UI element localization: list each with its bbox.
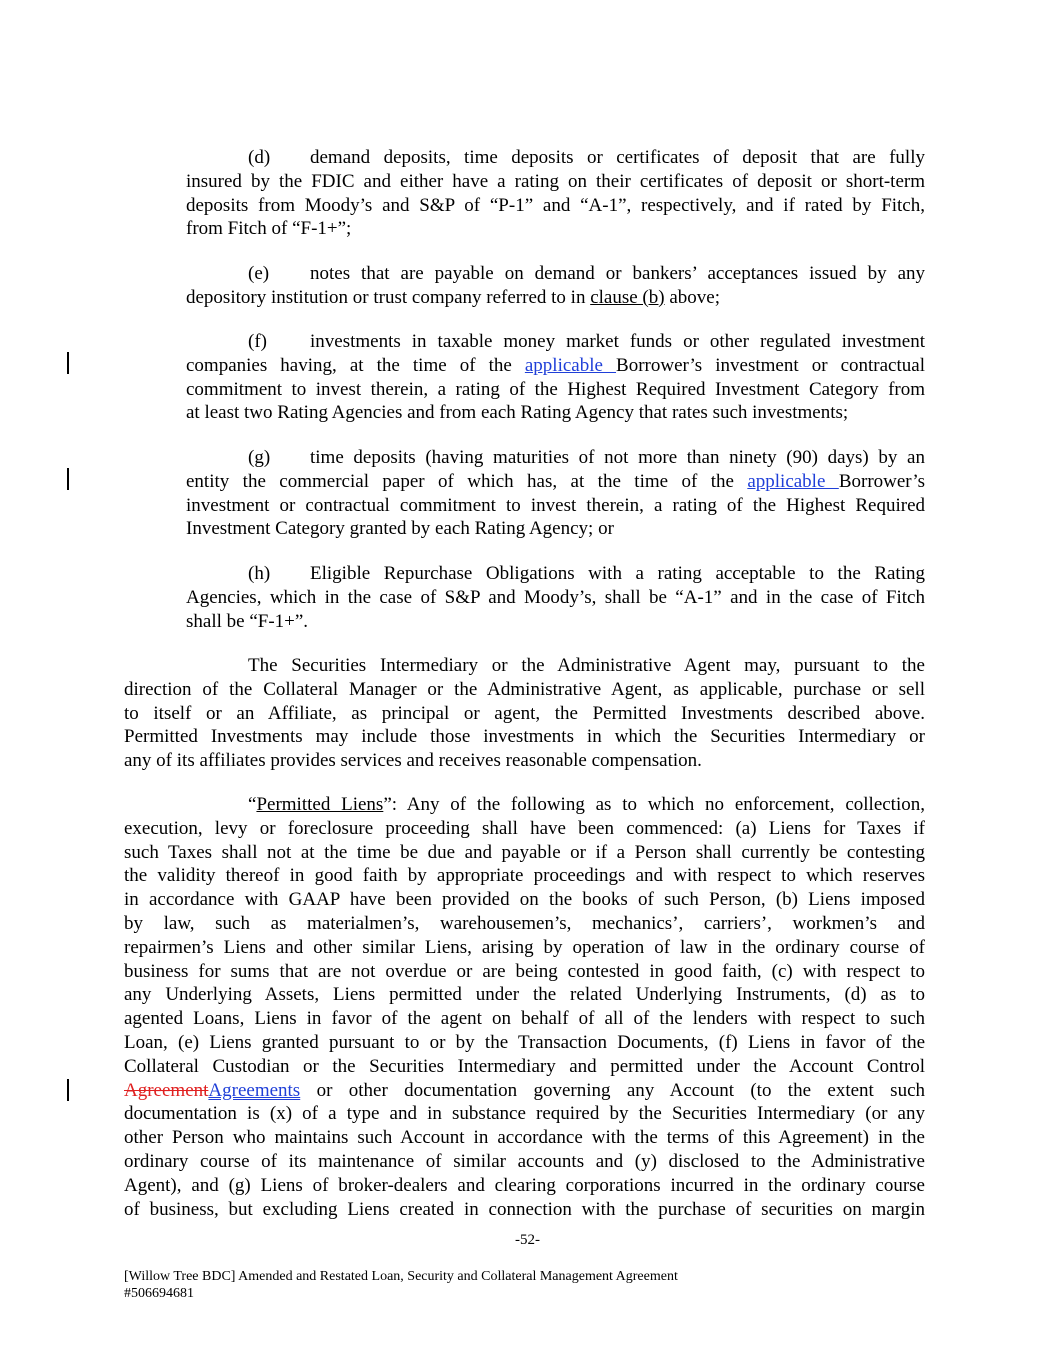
document-id: #506694681	[124, 1286, 194, 1301]
clause-g: (g) time deposits (having maturities of not more than ninety (90) days) by an entity the commercial paper of which has, at the time of the applicable Borrower’s investment or contractual commitment to invest therein, a rating of the Highest Required Investment Category granted by each Rating Agency; or	[186, 447, 925, 540]
inserted-text: Agreements	[208, 1079, 301, 1101]
inserted-text: applicable	[747, 470, 839, 492]
deleted-text: Agreement	[124, 1079, 209, 1101]
clause-d: (d) demand deposits, time deposits or certificates of deposit that are fully insured by the FDIC and either have a rating on their certificates of deposit or short-term deposits from Moody’s and S&P of “P-1” and “A-1”, respectively, and if rated by Fitch, from Fitch of “F-1+”;	[186, 147, 925, 240]
page-number: -52-	[515, 1232, 540, 1248]
defined-term: Permitted Liens	[256, 794, 384, 815]
change-bar	[67, 468, 69, 490]
clause-label: (d)	[248, 147, 271, 168]
change-bar	[67, 352, 69, 374]
clause-b-reference: clause (b)	[590, 286, 665, 308]
clause-e: (e) notes that are payable on demand or bankers’ acceptances issued by any depository institution or trust company referred to in clause (b) above;	[186, 263, 925, 308]
clause-label: (g)	[248, 447, 271, 468]
clause-label: (e)	[248, 263, 270, 284]
clause-f: (f) investments in taxable money market funds or other regulated investment companies having, at the time of the applicable Borrower’s investment or contractual commitment to invest therein, a rating of the Highest Required Investment Category from at least two Rating Agencies and from each Rating Agency that rates such investments;	[186, 331, 925, 424]
change-bar	[67, 1079, 69, 1101]
inserted-text: applicable	[524, 354, 617, 376]
document-footer	[124, 1268, 678, 1302]
permitted-liens-definition: “Permitted Liens”: Any of the following as to which no enforcement, collection, execution, levy or foreclosure proceeding shall have been commenced: (a) Liens for Taxes if such Taxes shall not at the time be due and payable or if a Person shall currently be contesting the validity thereof in good faith by appropriate proceedings and with respect to which reserves in accordance with GAAP have been provided on the books of such Person, (b) Liens imposed by law, such as materialmen’s, warehousemen’s, mechanics’, carriers’, workmen’s and repairmen’s Liens and other similar Liens, arising by operation of law in the ordinary course of business for sums that are not overdue or are being contested in good faith, (c) with respect to any Underlying Assets, Liens permitted under the related Underlying Instruments, (d) as to agented Loans, Liens in favor of the agent on behalf of all of the lenders with respect to such Loan, (e) Liens granted pursuant to or by the Transaction Documents, (f) Liens in favor of the Collateral Custodian or the Securities Intermediary and permitted under the Account Control AgreementAgreements or other documentation governing any Account (to the extent such documentation is (x) of a type and in substance required by the Securities Intermediary (or any other Person who maintains such Account in accordance with the terms of this Agreement) in the ordinary course of its maintenance of similar accounts and (y) disclosed to the Administrative Agent), and (g) Liens of broker-dealers and clearing corporations incurred in the ordinary course of business, but excluding Liens created in connection with the purchase of securities on margin	[124, 794, 925, 1220]
document-title: [Willow Tree BDC] Amended and Restated Loan, Security and Collateral Management Agreement	[124, 1269, 678, 1284]
securities-intermediary-paragraph: The Securities Intermediary or the Administrative Agent may, pursuant to the direction of the Collateral Manager or the Administrative Agent, as applicable, purchase or sell to itself or an Affiliate, as principal or agent, the Permitted Investments described above. Permitted Investments may include those investments in which the Securities Intermediary or any of its affiliates provides services and receives reasonable compensation.	[124, 655, 925, 772]
clause-label: (f)	[248, 331, 267, 352]
clause-label: (h)	[248, 563, 271, 584]
clause-h: (h) Eligible Repurchase Obligations with a rating acceptable to the Rating Agencies, which in the case of S&P and Moody’s, shall be “A-1” and in the case of Fitch shall be “F-1+”.	[186, 563, 925, 632]
